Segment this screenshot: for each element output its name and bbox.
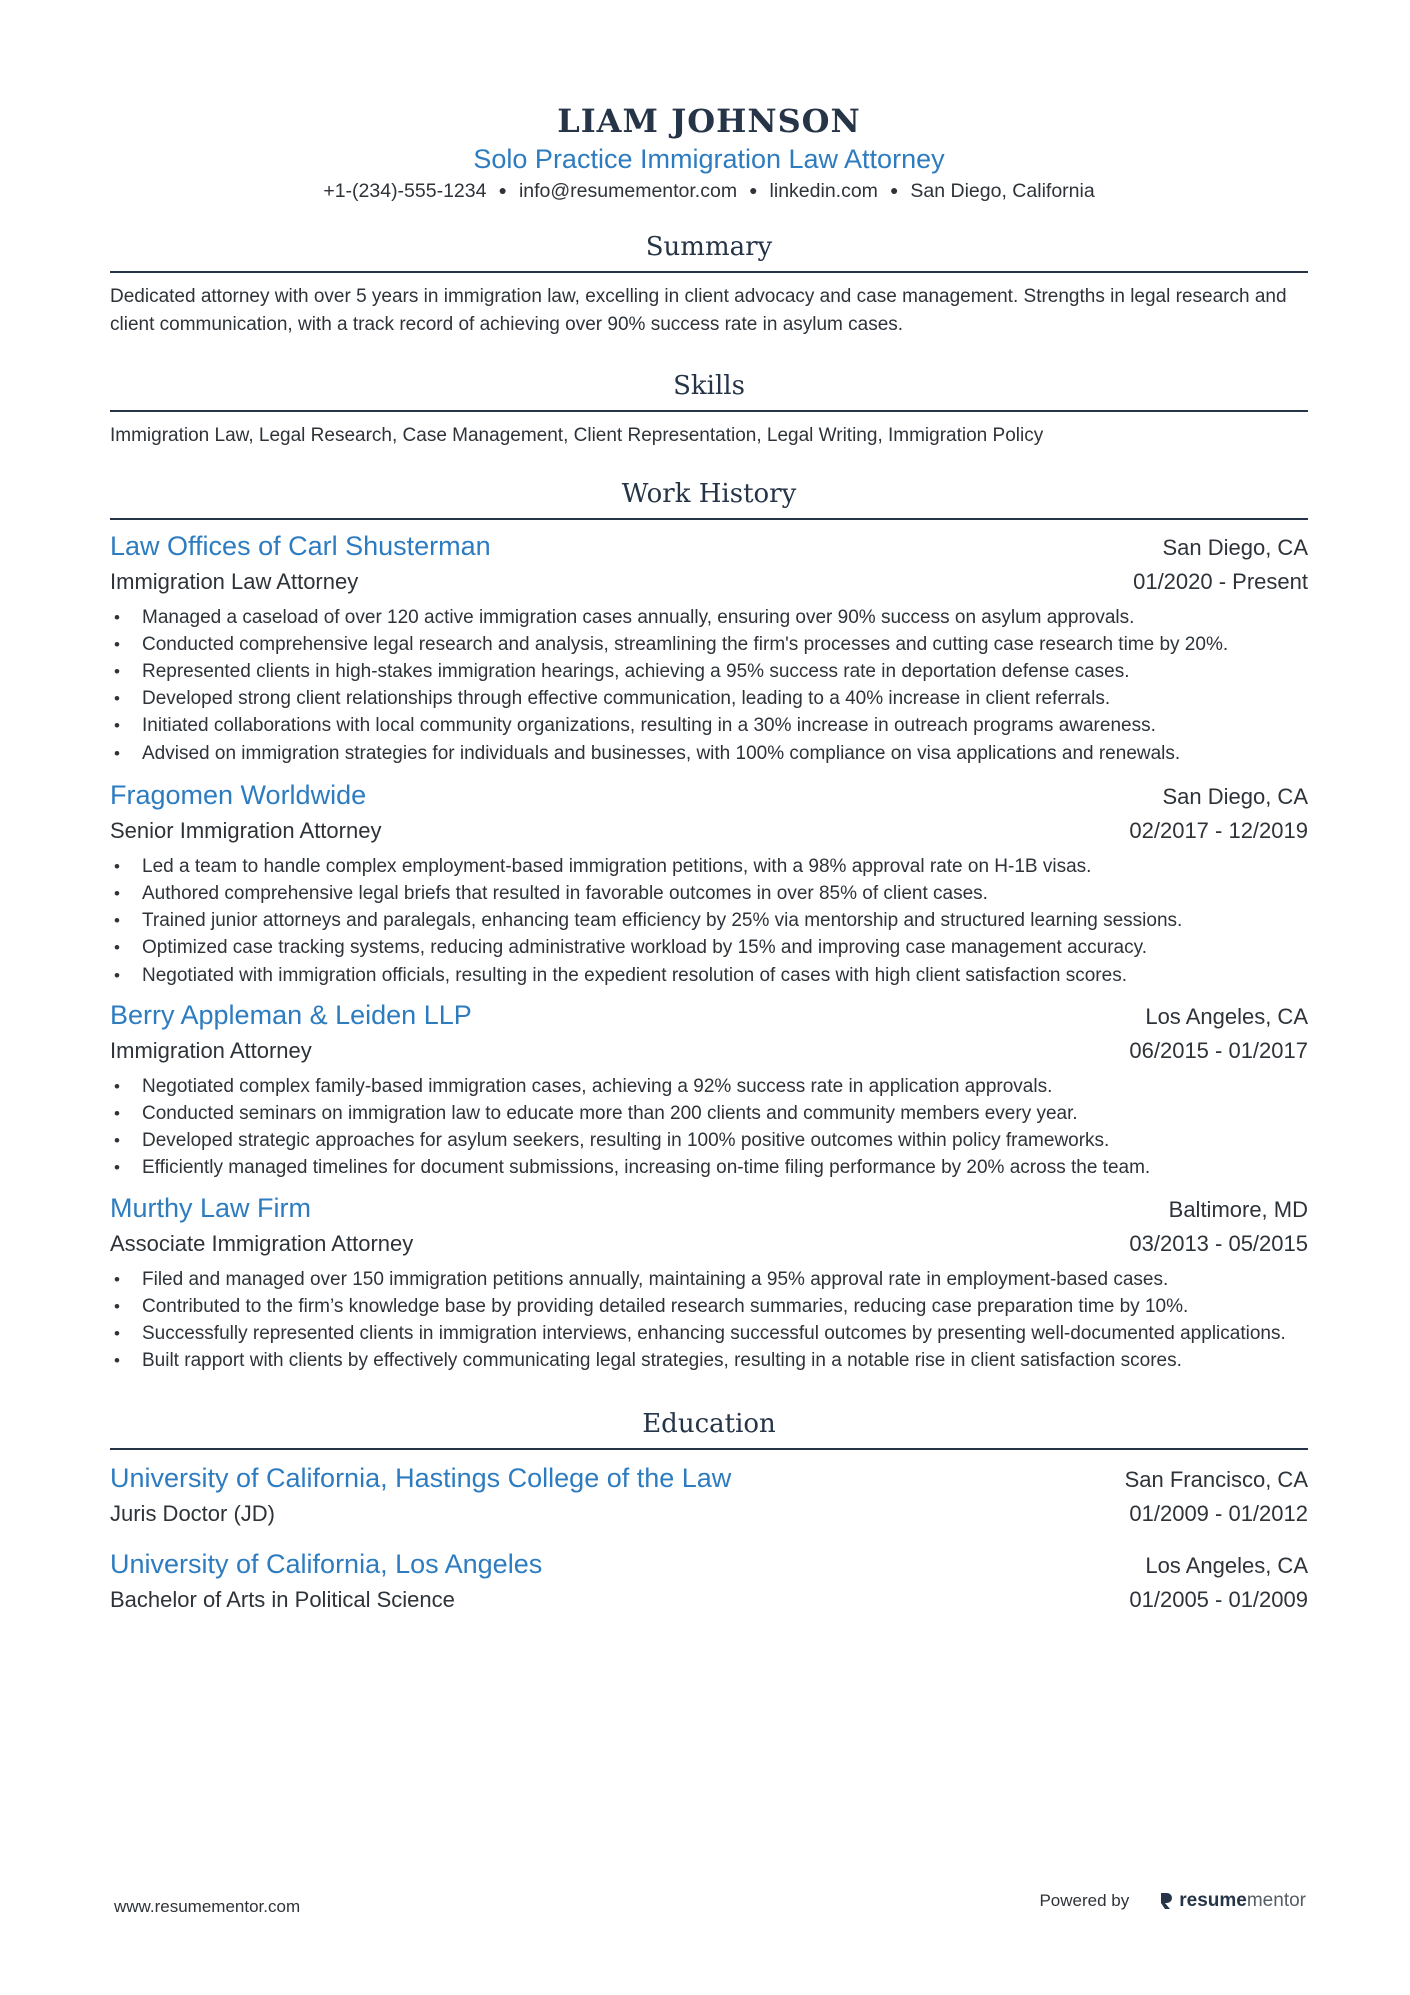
skills-section xyxy=(110,370,1308,450)
logo-text-light: mentor xyxy=(1246,1890,1306,1911)
bullet-item: • Optimized case tracking systems, reducing administrative workload by 15% and improving case management accuracy. xyxy=(110,934,1308,961)
education-school: University of California, Los Angeles xyxy=(110,1549,543,1580)
job-entry xyxy=(110,997,1308,1182)
education-dates: 01/2005 - 01/2009 xyxy=(1129,1587,1308,1613)
phone: +1-(234)-555-1234 xyxy=(323,180,487,202)
job-role: Immigration Attorney xyxy=(110,1037,312,1063)
job-bullets xyxy=(110,604,1308,767)
resumementor-logo-icon xyxy=(1159,1891,1173,1911)
email[interactable]: info@resumementor.com xyxy=(518,180,738,202)
job-role: Associate Immigration Attorney xyxy=(110,1230,414,1256)
job-company: Law Offices of Carl Shusterman xyxy=(110,530,491,561)
job-entry xyxy=(110,1190,1308,1375)
education-school: University of California, Hastings College of the Law xyxy=(110,1463,732,1494)
bullet-item: • Represented clients in high-stakes immigration hearings, achieving a 95% success rate in deportation defense cases. xyxy=(110,658,1308,685)
bullet-item: • Authored comprehensive legal briefs that resulted in favorable outcomes in over 85% of client cases. xyxy=(110,880,1308,907)
job-location: San Diego, CA xyxy=(1162,534,1308,560)
candidate-title: Solo Practice Immigration Law Attorney xyxy=(473,144,945,174)
bullet-item: • Conducted seminars on immigration law to educate more than 200 clients and community members every year. xyxy=(110,1100,1308,1127)
education-entry xyxy=(110,1460,1308,1530)
bullet-item: • Filed and managed over 150 immigration petitions annually, maintaining a 95% approval rate in employment-based cases. xyxy=(110,1266,1308,1293)
contact-line xyxy=(110,177,1308,206)
education-dates: 01/2009 - 01/2012 xyxy=(1129,1501,1308,1527)
section-title-work: Work History xyxy=(621,478,797,509)
bullet-item: • Negotiated with immigration officials, resulting in the expedient resolution of cases with high client satisfaction scores. xyxy=(110,962,1308,989)
job-company: Fragomen Worldwide xyxy=(110,779,367,810)
job-role: Immigration Law Attorney xyxy=(110,568,359,594)
job-company: Murthy Law Firm xyxy=(110,1192,312,1223)
resume-page xyxy=(110,0,1308,1616)
job-company: Berry Appleman & Leiden LLP xyxy=(110,999,472,1030)
bullet-item: • Developed strategic approaches for asylum seekers, resulting in 100% positive outcomes within policy frameworks. xyxy=(110,1127,1308,1154)
bullet-item: • Conducted comprehensive legal research and analysis, streamlining the firm's processes and cutting case research time by 20%. xyxy=(110,631,1308,658)
job-entry xyxy=(110,777,1308,989)
job-role: Senior Immigration Attorney xyxy=(110,817,382,843)
footer-branding xyxy=(1039,1890,1306,1912)
job-dates: 01/2020 - Present xyxy=(1133,568,1308,594)
separator-dot: ● xyxy=(889,182,899,198)
bullet-item: • Developed strong client relationships through effective communication, leading to a 40% increase in client referrals. xyxy=(110,685,1308,712)
section-divider xyxy=(110,410,1308,412)
section-divider xyxy=(110,271,1308,273)
education-degree: Juris Doctor (JD) xyxy=(110,1501,276,1527)
candidate-name: LIAM JOHNSON xyxy=(557,102,861,140)
job-entry xyxy=(110,528,1308,767)
bullet-item: • Negotiated complex family-based immigration cases, achieving a 92% success rate in application approvals. xyxy=(110,1073,1308,1100)
education-location: San Francisco, CA xyxy=(1124,1467,1308,1493)
bullet-item: • Successfully represented clients in immigration interviews, enhancing successful outcomes by presenting well-documented applications. xyxy=(110,1320,1308,1347)
section-title-education: Education xyxy=(642,1409,776,1440)
location: San Diego, California xyxy=(910,180,1095,202)
job-location: Baltimore, MD xyxy=(1168,1196,1308,1222)
education-degree: Bachelor of Arts in Political Science xyxy=(110,1587,455,1613)
summary-section xyxy=(110,231,1308,338)
job-location: Los Angeles, CA xyxy=(1145,1003,1308,1029)
bullet-item: • Trained junior attorneys and paralegals, enhancing team efficiency by 25% via mentorship and structured learning sessions. xyxy=(110,907,1308,934)
powered-by-label: Powered by xyxy=(1039,1891,1130,1910)
section-title-skills: Skills xyxy=(673,371,745,401)
job-bullets xyxy=(110,1073,1308,1182)
bullet-item: • Efficiently managed timelines for document submissions, increasing on-time filing performance by 20% across the team. xyxy=(110,1154,1308,1181)
separator-dot: ● xyxy=(749,182,758,198)
job-bullets xyxy=(110,853,1308,989)
bullet-item: • Contributed to the firm’s knowledge base by providing detailed research summaries, reducing case preparation time by 10%. xyxy=(110,1293,1308,1320)
education-location: Los Angeles, CA xyxy=(1145,1553,1308,1579)
separator-dot: ● xyxy=(498,182,507,198)
bullet-item: • Built rapport with clients by effectively communicating legal strategies, resulting in a notable rise in client satisfaction scores. xyxy=(110,1347,1308,1374)
section-divider xyxy=(110,518,1308,520)
logo-text-bold: resume xyxy=(1179,1890,1247,1911)
work-section xyxy=(110,478,1308,1375)
footer-website[interactable]: www.resumementor.com xyxy=(114,1897,301,1916)
bullet-item: • Managed a caseload of over 120 active immigration cases annually, ensuring over 90% success on asylum approvals. xyxy=(110,604,1308,631)
job-dates: 03/2013 - 05/2015 xyxy=(1129,1230,1308,1256)
job-dates: 06/2015 - 01/2017 xyxy=(1129,1037,1308,1063)
bullet-item: • Led a team to handle complex employment-based immigration petitions, with a 98% approval rate on H-1B visas. xyxy=(110,853,1308,880)
section-divider xyxy=(110,1448,1308,1450)
resumementor-logo[interactable] xyxy=(1159,1890,1306,1912)
summary-text: Dedicated attorney with over 5 years in immigration law, excelling in client advocacy and case management. Strengths in legal research and client communication, with a track record of achieving over 90% success rate in asylum cases. xyxy=(110,286,1287,335)
linkedin[interactable]: linkedin.com xyxy=(769,180,878,202)
job-bullets xyxy=(110,1266,1308,1375)
resume-header xyxy=(110,0,1308,206)
job-location: San Diego, CA xyxy=(1162,783,1308,809)
education-entry xyxy=(110,1546,1308,1616)
section-title-summary: Summary xyxy=(645,232,773,262)
skills-text: Immigration Law, Legal Research, Case Management, Client Representation, Legal Writing, Immigration Policy xyxy=(110,425,1044,446)
bullet-item: • Advised on immigration strategies for individuals and businesses, with 100% compliance on visa applications and renewals. xyxy=(110,740,1308,767)
education-section xyxy=(110,1408,1308,1616)
job-dates: 02/2017 - 12/2019 xyxy=(1129,817,1308,843)
bullet-item: • Initiated collaborations with local community organizations, resulting in a 30% increase in outreach programs awareness. xyxy=(110,712,1308,739)
